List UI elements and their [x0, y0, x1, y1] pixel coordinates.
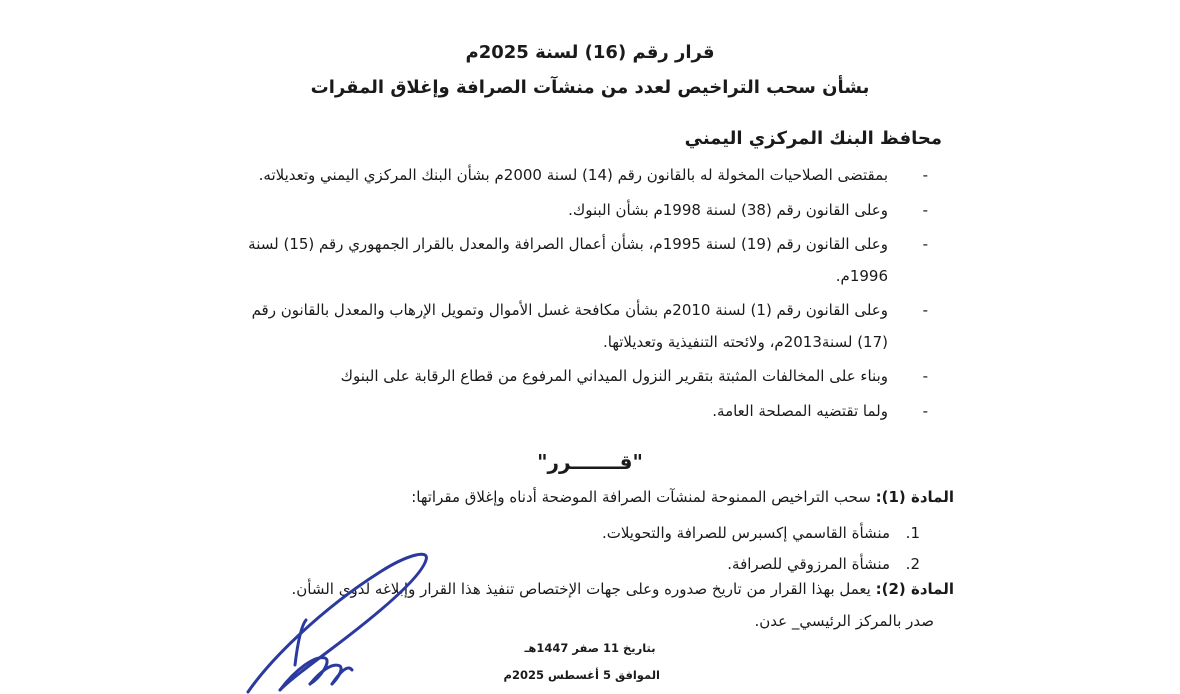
- preamble-item: - ولما تقتضيه المصلحة العامة.: [238, 396, 928, 428]
- preamble-item: - وعلى القانون رقم (19) لسنة 1995م، بشأن أعمال الصرافة والمعدل بالقرار الجمهوري رقم (15) لسنة 1996م.: [238, 229, 928, 292]
- list-item: [602, 549, 920, 580]
- decision-title: قرار رقم (16) لسنة 2025م: [465, 42, 715, 63]
- signature-ink: [248, 554, 426, 692]
- preamble-item: - وبناء على المخالفات المثبتة بتقرير النزول الميداني المرفوع من قطاع الرقابة على البنوك: [238, 361, 928, 393]
- item-number: 2.: [905, 555, 920, 573]
- article-1-text: سحب التراخيص الممنوحة لمنشآت الصرافة الموضحة أدناه وإغلاق مقراتها:: [411, 488, 876, 506]
- article-1: [411, 488, 954, 506]
- list-item: [602, 518, 920, 549]
- item-number: 1.: [905, 524, 920, 542]
- date-hijri: بتاريخ 11 صفر 1447هـ: [524, 641, 656, 655]
- entities-list: [602, 518, 920, 580]
- preamble-item: - بمقتضى الصلاحيات المخولة له بالقانون رقم (14) لسنة 2000م بشأن البنك المركزي اليمني وتعديلاته.: [238, 160, 928, 192]
- preamble-list: [238, 160, 928, 430]
- issued-location: صدر بالمركز الرئيسي_ عدن.: [754, 612, 934, 630]
- issuer-heading: محافظ البنك المركزي اليمني: [684, 128, 942, 149]
- preamble-item: - وعلى القانون رقم (38) لسنة 1998م بشأن البنوك.: [238, 195, 928, 227]
- article-1-label: المادة (1):: [875, 488, 954, 506]
- signature: [240, 540, 440, 694]
- date-gregorian: الموافق 5 أغسطس 2025م: [503, 668, 660, 682]
- preamble-item: - وعلى القانون رقم (1) لسنة 2010م بشأن مكافحة غسل الأموال وتمويل الإرهاب والمعدل بالقانون رقم (17) لسنة2013م، ولائحته التنفيذية وتعديلاتها.: [238, 295, 928, 358]
- article-2-text: يعمل بهذا القرار من تاريخ صدوره وعلى جهات الإختصاص تنفيذ هذا القرار وإبلاغه لذوي الشأن.: [291, 580, 876, 598]
- item-text: منشأة القاسمي إكسبرس للصرافة والتحويلات.: [601, 524, 890, 542]
- article-2-label: المادة (2):: [875, 580, 954, 598]
- decision-subject: بشأن سحب التراخيص لعدد من منشآت الصرافة وإغلاق المقرات: [310, 77, 870, 98]
- item-text: منشأة المرزوقي للصرافة.: [727, 555, 890, 573]
- decided-heading: "قـــــــرر": [537, 450, 643, 474]
